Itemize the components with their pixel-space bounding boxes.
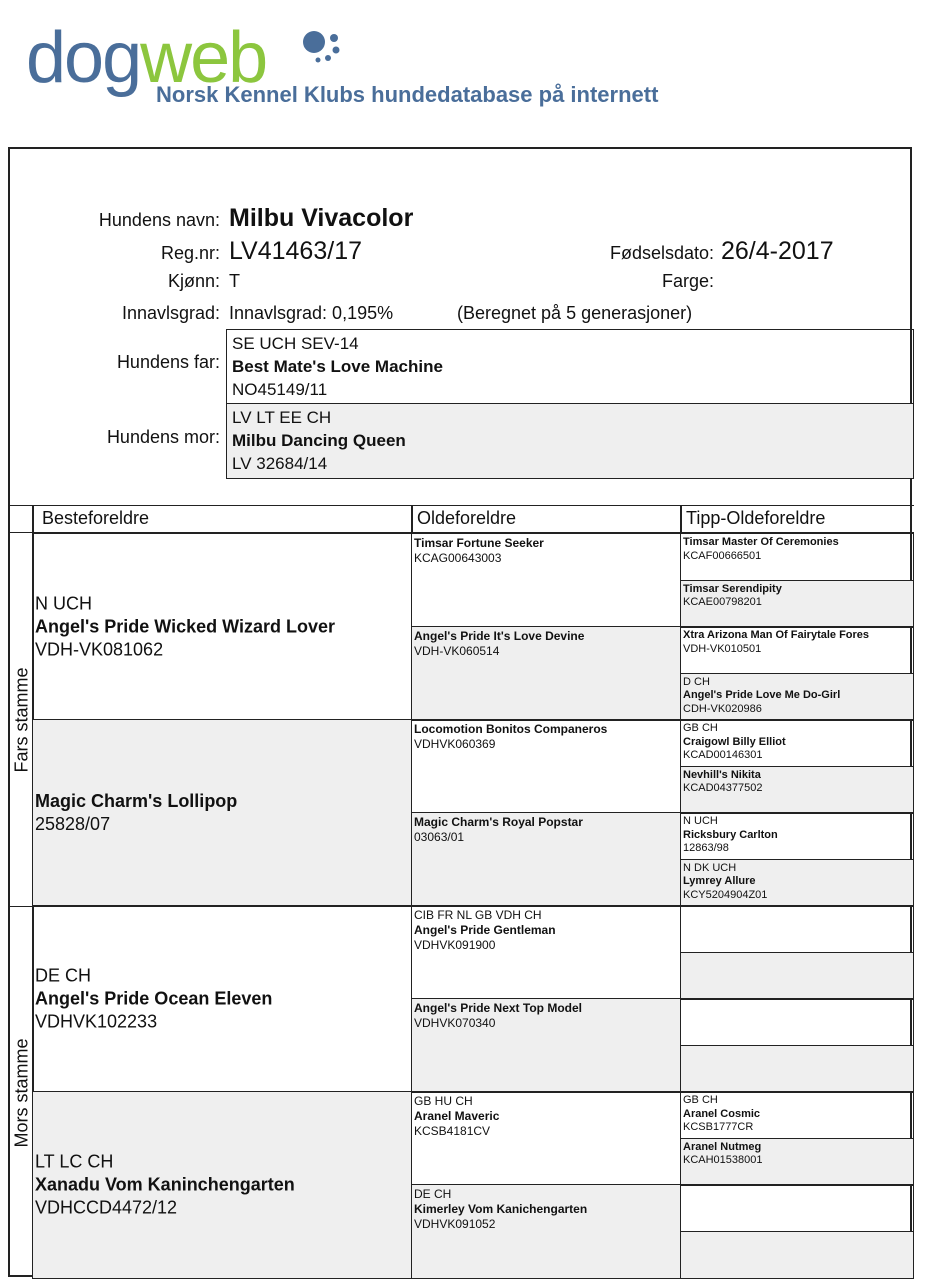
great-great-grandparent-cell xyxy=(680,580,914,628)
dog-reg: KCSB1777CR xyxy=(683,1121,754,1133)
great-grandparent-cell xyxy=(411,905,681,1000)
dog-name: Aranel Maveric xyxy=(414,1109,500,1123)
great-great-grandparent-cell xyxy=(680,859,914,907)
name-label: Hundens navn: xyxy=(98,210,220,230)
great-grandparent-cell xyxy=(411,626,681,721)
dog-titles: N UCH xyxy=(683,815,718,827)
grandparent-cell xyxy=(32,1091,412,1279)
dog-name: Magic Charm's Royal Popstar xyxy=(414,815,583,829)
regnr-value: LV41463/17 xyxy=(229,237,362,265)
sire-reg: NO45149/11 xyxy=(232,380,328,399)
dog-reg: 12863/98 xyxy=(683,842,729,854)
great-great-grandparent-cell xyxy=(680,719,914,767)
dog-reg: KCAD00146301 xyxy=(683,749,763,761)
dam-reg: LV 32684/14 xyxy=(232,454,328,473)
grandparent-cell xyxy=(32,533,412,721)
paw-dots-icon xyxy=(298,26,368,86)
dog-name: Angel's Pride Love Me Do-Girl xyxy=(683,689,841,701)
grandparent-cell xyxy=(32,719,412,907)
dogweb-logo xyxy=(26,18,706,118)
logo-tagline: Norsk Kennel Klubs hundedatabase på internett xyxy=(156,82,659,107)
dam-side-label: Mors stamme xyxy=(11,1037,31,1148)
dog-reg: KCAF00666501 xyxy=(683,549,762,562)
dog-name: Magic Charm's Lollipop xyxy=(35,790,238,811)
dog-titles: D CH xyxy=(683,675,710,688)
dog-reg: KCY5204904Z01 xyxy=(683,888,768,901)
dog-reg: VDH-VK081062 xyxy=(35,639,164,660)
dog-reg: VDH-VK010501 xyxy=(683,642,762,655)
dog-reg: VDHCCD4472/12 xyxy=(35,1197,178,1218)
inbreeding-note: (Beregnet på 5 generasjoner) xyxy=(457,303,693,323)
dam-side-column xyxy=(10,906,34,1279)
regnr-label: Reg.nr: xyxy=(160,243,220,263)
inbreeding-label: Innavlsgrad: xyxy=(121,303,220,323)
logo-wordmark: dogweb xyxy=(26,18,267,98)
dog-titles: N DK UCH xyxy=(683,861,737,874)
sire-name: Best Mate's Love Machine xyxy=(232,357,443,376)
grandparent-cell xyxy=(32,905,412,1093)
dog-reg: VDH-VK060514 xyxy=(414,644,500,658)
col-great-great-grandparents: Tipp-Oldeforeldre xyxy=(686,508,826,528)
great-great-grandparent-cell xyxy=(680,1045,914,1093)
dog-name: Aranel Cosmic xyxy=(683,1107,761,1120)
pedigree-sheet xyxy=(8,147,912,1277)
great-great-grandparent-cell xyxy=(680,812,914,860)
dog-name: Kimerley Vom Kanichengarten xyxy=(414,1202,588,1216)
great-great-grandparent-cell xyxy=(680,766,914,814)
dog-reg: VDHVK102233 xyxy=(35,1011,158,1032)
dog-reg: KCAG00643003 xyxy=(414,551,502,565)
dog-name: Aranel Nutmeg xyxy=(683,1140,762,1153)
great-great-grandparent-cell xyxy=(680,1138,914,1186)
dog-reg: VDHVK091900 xyxy=(414,938,496,952)
column-header-row xyxy=(10,505,914,533)
dam-name: Milbu Dancing Queen xyxy=(232,431,406,450)
dog-name: Timsar Fortune Seeker xyxy=(414,536,544,550)
dog-name: Nevhill's Nikita xyxy=(683,768,761,781)
dog-reg: 03063/01 xyxy=(414,830,465,844)
great-great-grandparent-cell xyxy=(680,1091,914,1139)
dog-name: Lymrey Allure xyxy=(683,875,756,887)
dog-titles: LT LC CH xyxy=(35,1151,114,1172)
birth-label: Fødselsdato: xyxy=(609,243,714,263)
great-great-grandparent-cell xyxy=(680,626,914,674)
dog-name: Timsar Master Of Ceremonies xyxy=(683,536,839,548)
dog-name: Angel's Pride Gentleman xyxy=(414,923,556,937)
dog-reg: VDHVK091052 xyxy=(414,1217,496,1231)
dog-titles: GB HU CH xyxy=(414,1094,473,1108)
great-grandparent-cell xyxy=(411,998,681,1093)
sire-titles: SE UCH SEV-14 xyxy=(232,334,359,353)
great-great-grandparent-cell xyxy=(680,1184,914,1232)
great-great-grandparent-cell xyxy=(680,905,914,953)
great-great-grandparent-cell xyxy=(680,1231,914,1279)
col-great-grandparents: Oldeforeldre xyxy=(417,508,517,528)
dog-titles: CIB FR NL GB VDH CH xyxy=(414,908,542,922)
dog-name: Locomotion Bonitos Companeros xyxy=(414,722,608,736)
great-grandparent-cell xyxy=(411,812,681,907)
great-great-grandparent-cell xyxy=(680,673,914,721)
dog-name: Ricksbury Carlton xyxy=(683,828,778,841)
great-great-grandparent-cell xyxy=(680,533,914,581)
dog-titles: DE CH xyxy=(35,965,92,986)
dog-titles: N UCH xyxy=(35,593,92,614)
dog-titles: GB CH xyxy=(683,1094,718,1106)
dog-name: Timsar Serendipity xyxy=(683,582,782,595)
dog-reg: VDHVK070340 xyxy=(414,1016,496,1030)
dog-reg: VDHVK060369 xyxy=(414,737,496,751)
dam-titles: LV LT EE CH xyxy=(232,408,332,427)
col-grandparents: Besteforeldre xyxy=(42,508,150,528)
sex-value: T xyxy=(229,271,240,291)
color-label: Farge: xyxy=(661,271,714,291)
dog-titles: GB CH xyxy=(683,722,718,734)
dam-box xyxy=(226,403,914,479)
dog-reg: 25828/07 xyxy=(35,813,111,834)
dog-name: Angel's Pride Next Top Model xyxy=(414,1001,582,1015)
inbreeding-value: Innavlsgrad: 0,195% xyxy=(229,303,394,323)
dog-name: Milbu Vivacolor xyxy=(229,204,414,232)
dog-name: Xtra Arizona Man Of Fairytale Fores xyxy=(683,629,870,641)
dog-name: Xanadu Vom Kaninchengarten xyxy=(35,1174,295,1195)
birth-value: 26/4-2017 xyxy=(721,237,834,265)
sire-box xyxy=(226,329,914,405)
dog-reg: CDH-VK020986 xyxy=(683,702,762,715)
dog-reg: KCAD04377502 xyxy=(683,782,763,794)
dog-name: Angel's Pride Wicked Wizard Lover xyxy=(35,616,336,637)
dog-reg: KCAE00798201 xyxy=(683,596,762,608)
sire-label: Hundens far: xyxy=(116,352,220,372)
dam-label: Hundens mor: xyxy=(106,427,220,447)
dog-reg: KCSB4181CV xyxy=(414,1124,491,1138)
great-great-grandparent-cell xyxy=(680,952,914,1000)
great-grandparent-cell xyxy=(411,1184,681,1279)
dog-name: Craigowl Billy Elliot xyxy=(683,735,786,748)
sire-side-label: Fars stamme xyxy=(11,666,31,773)
sire-side-column xyxy=(10,533,34,907)
dog-reg: KCAH01538001 xyxy=(683,1154,763,1166)
sex-label: Kjønn: xyxy=(167,271,220,291)
great-grandparent-cell xyxy=(411,719,681,814)
great-great-grandparent-cell xyxy=(680,998,914,1046)
dog-titles: DE CH xyxy=(414,1187,452,1201)
great-grandparent-cell xyxy=(411,533,681,628)
dog-name: Angel's Pride Ocean Eleven xyxy=(35,988,273,1009)
great-grandparent-cell xyxy=(411,1091,681,1186)
dog-name: Angel's Pride It's Love Devine xyxy=(414,629,585,643)
